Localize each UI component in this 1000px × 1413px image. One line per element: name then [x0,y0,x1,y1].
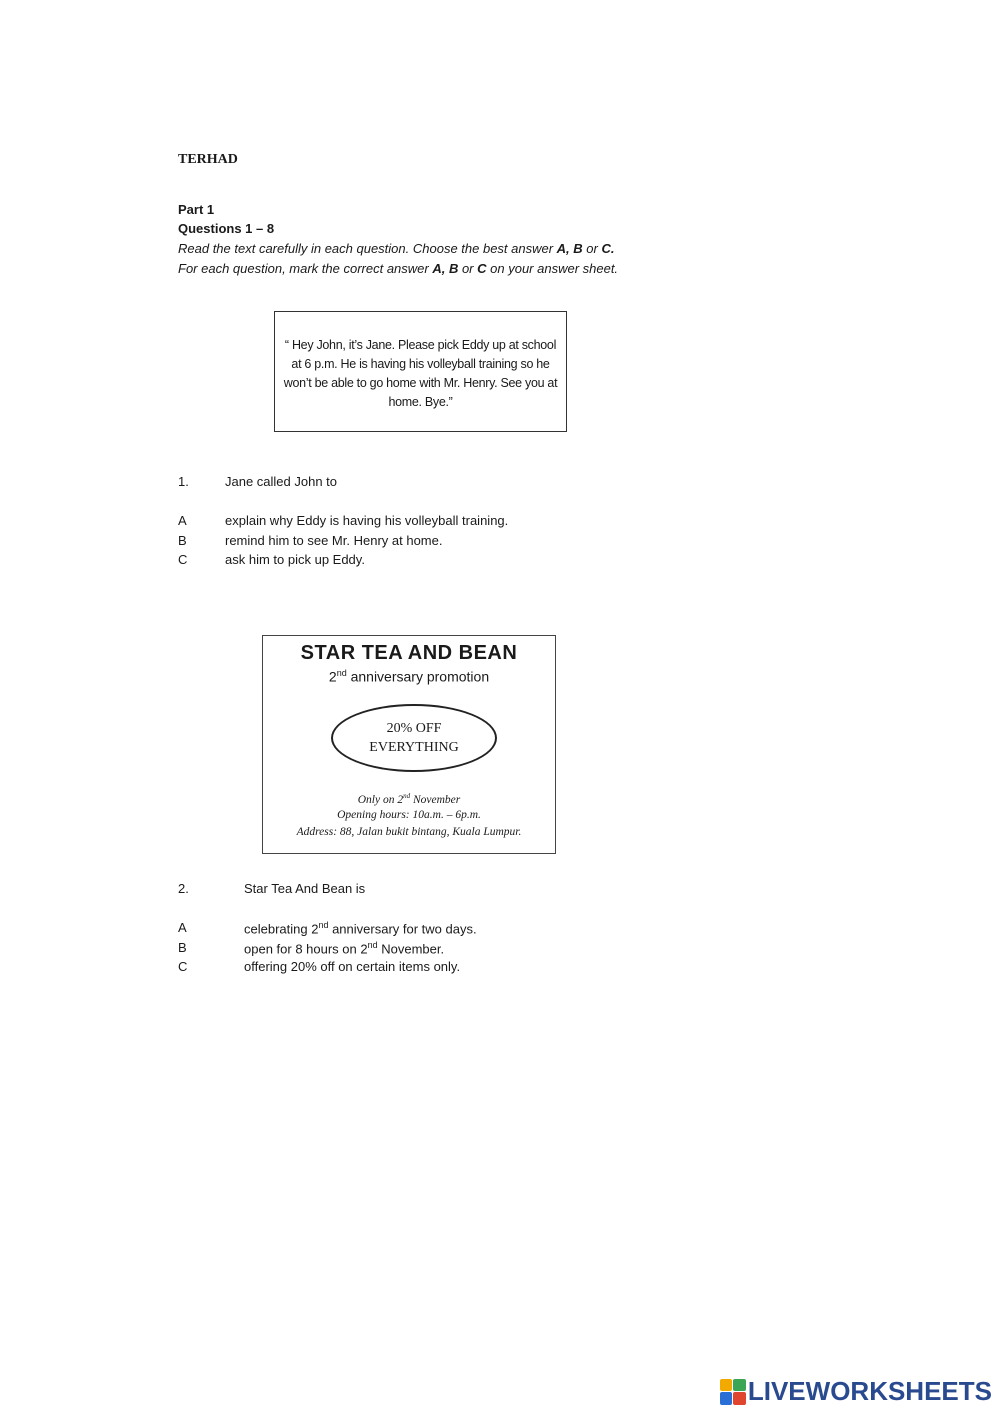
questions-range: Questions 1 – 8 [178,221,275,236]
logo-square [720,1392,733,1405]
logo-text: LIVEWORKSHEETS [747,1376,992,1406]
q2-option-c-letter: C [178,959,188,974]
instruction-line-2: For each question, mark the correct answer A, B or C on your answer sheet. [178,261,619,276]
q1-option-c-letter: C [178,552,188,567]
liveworksheets-logo[interactable] [720,1376,992,1407]
q1-option-b-letter: B [178,533,187,548]
advert-box [262,635,556,854]
advert-date: Only on 2nd November [357,792,461,806]
q1-option-c[interactable]: ask him to pick up Eddy. [225,552,365,567]
advert-subtitle: 2nd anniversary promotion [328,668,490,685]
question-2-text: Star Tea And Bean is [244,881,366,896]
logo-square [733,1379,746,1392]
advert-title: STAR TEA AND BEAN [300,642,518,664]
phone-message-box [274,311,567,432]
q1-option-a-letter: A [178,513,187,528]
message-line: at 6 p.m. He is having his volleyball training so he [291,357,550,371]
logo-mark-icon [720,1379,746,1405]
terhad-label: TERHAD [178,152,238,167]
discount-oval [331,704,497,772]
advert-address: Address: 88, Jalan bukit bintang, Kuala Lumpur. [296,826,522,838]
q2-option-a[interactable]: celebrating 2nd anniversary for two days. [244,920,477,937]
q2-option-b[interactable]: open for 8 hours on 2nd November. [244,940,445,957]
advert-hours: Opening hours: 10a.m. – 6p.m. [337,809,481,821]
instruction-line-1: Read the text carefully in each question. Choose the best answer A, B or C. [178,241,615,256]
q2-option-a-letter: A [178,920,187,935]
message-line: home. Bye.” [388,395,453,409]
oval-line: 20% OFF [386,721,442,736]
question-1-number: 1. [178,474,189,489]
question-2-number: 2. [178,881,189,896]
question-1-text: Jane called John to [225,474,338,489]
q2-option-c[interactable]: offering 20% off on certain items only. [244,959,461,974]
part-heading: Part 1 [178,202,215,217]
logo-square [720,1379,733,1392]
q1-option-b[interactable]: remind him to see Mr. Henry at home. [225,533,443,548]
q2-option-b-letter: B [178,940,187,955]
logo-square [733,1392,746,1405]
message-line: won’t be able to go home with Mr. Henry. See you at [283,376,558,390]
oval-line: EVERYTHING [369,740,459,755]
q1-option-a[interactable]: explain why Eddy is having his volleyball training. [225,513,509,528]
message-line: “ Hey John, it’s Jane. Please pick Eddy up at school [284,338,557,352]
